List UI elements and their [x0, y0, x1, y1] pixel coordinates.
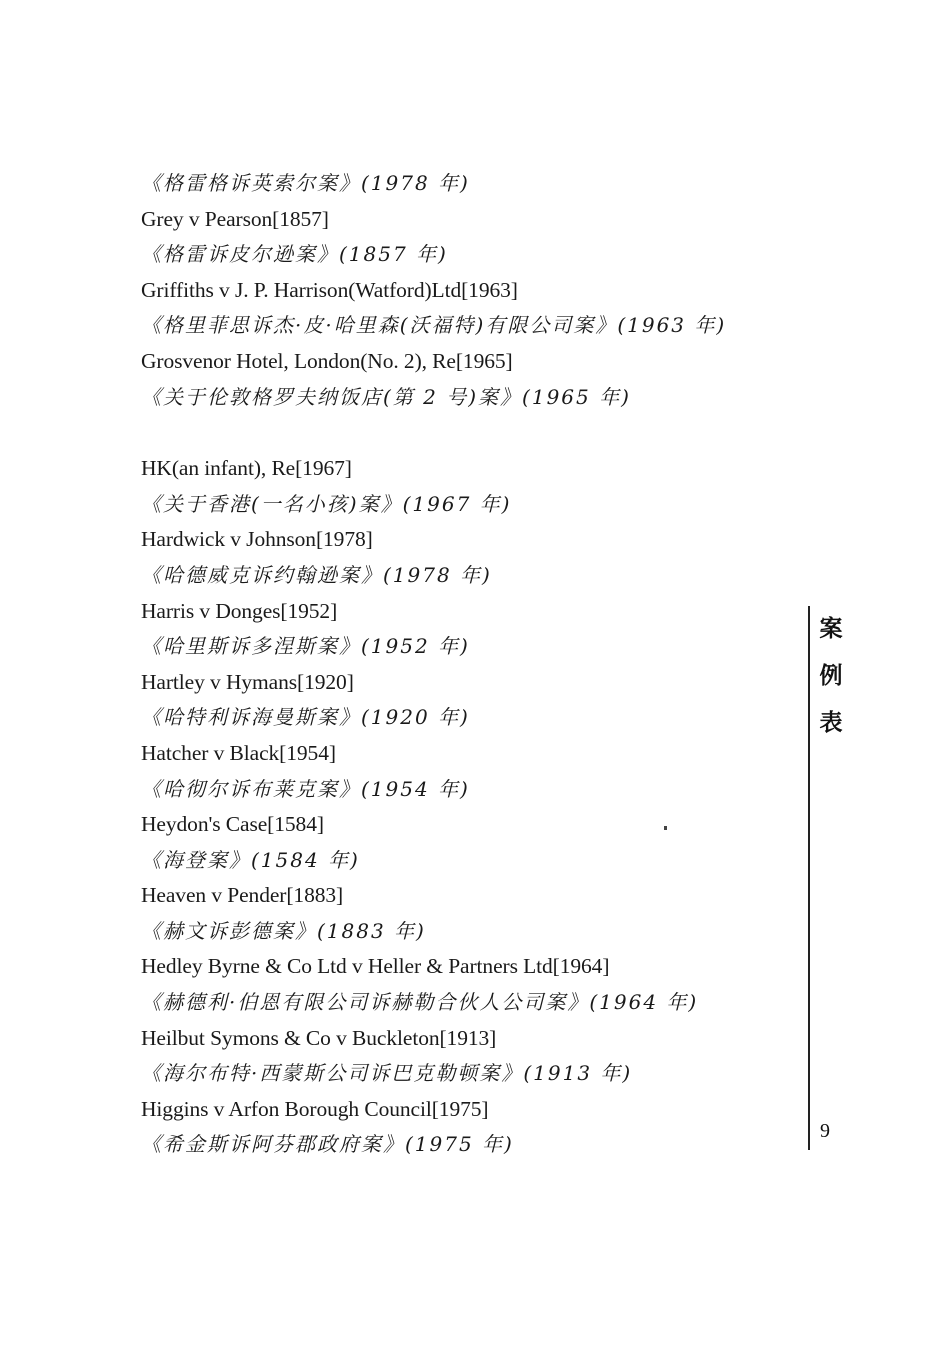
- side-title-char: 案: [819, 616, 843, 642]
- case-name-zh: 《赫德利·伯恩有限公司诉赫勒合伙人公司案》(1964 年): [141, 990, 699, 1015]
- side-title-char: 例: [819, 663, 843, 689]
- case-name-en: Higgins v Arfon Borough Council[1975]: [141, 1096, 489, 1121]
- case-name-zh: 《格雷格诉英索尔案》(1978 年): [141, 171, 470, 195]
- case-name-zh: 《关于香港(一名小孩)案》(1967 年): [141, 491, 512, 516]
- case-name-zh: 《格雷诉皮尔逊案》(1857 年): [141, 242, 448, 267]
- case-table-entries: [141, 166, 781, 1163]
- case-name-zh: 《格里菲思诉杰·皮·哈里森(沃福特)有限公司案》(1963 年): [141, 313, 727, 338]
- case-name-zh: 《哈特利诉海曼斯案》(1920 年): [141, 705, 470, 730]
- side-title-char: 表: [819, 710, 843, 736]
- case-name-en: Heilbut Symons & Co v Buckleton[1913]: [141, 1025, 497, 1050]
- page-number: 9: [820, 1120, 830, 1142]
- case-name-en: Hardwick v Johnson[1978]: [141, 527, 373, 552]
- case-name-zh: 《赫文诉彭德案》(1883 年): [141, 918, 426, 943]
- case-name-en: Hatcher v Black[1954]: [141, 740, 336, 765]
- side-divider-rule: [808, 606, 810, 1150]
- entry-group-g: [141, 166, 781, 415]
- case-name-zh: 《希金斯诉阿芬郡政府案》(1975 年): [141, 1132, 514, 1157]
- case-name-en: Heaven v Pender[1883]: [141, 883, 344, 908]
- section-side-title: [816, 606, 846, 747]
- case-name-en: Heydon's Case[1584]: [141, 812, 324, 837]
- case-name-zh: 《海尔布特·西蒙斯公司诉巴克勒顿案》(1913 年): [141, 1061, 633, 1086]
- case-name-zh: 《哈彻尔诉布莱克案》(1954 年): [141, 776, 470, 801]
- case-name-en: Griffiths v J. P. Harrison(Watford)Ltd[1963]: [141, 277, 518, 302]
- case-name-en: Hedley Byrne & Co Ltd v Heller & Partners Ltd[1964]: [141, 954, 610, 979]
- case-name-en: Grosvenor Hotel, London(No. 2), Re[1965]: [141, 348, 513, 373]
- case-name-en: Hartley v Hymans[1920]: [141, 669, 354, 694]
- case-name-en: Grey v Pearson[1857]: [141, 206, 329, 231]
- case-name-zh: 《哈德威克诉约翰逊案》(1978 年): [141, 562, 492, 587]
- case-name-zh: 《哈里斯诉多涅斯案》(1952 年): [141, 634, 470, 659]
- entry-group-h: [141, 451, 781, 1163]
- case-name-zh: 《海登案》(1584 年): [141, 847, 360, 872]
- print-speck: [664, 826, 667, 830]
- case-name-en: HK(an infant), Re[1967]: [141, 456, 352, 481]
- case-name-en: Harris v Donges[1952]: [141, 598, 338, 623]
- case-name-zh: 《关于伦敦格罗夫纳饭店(第 2 号)案》(1965 年): [141, 384, 631, 409]
